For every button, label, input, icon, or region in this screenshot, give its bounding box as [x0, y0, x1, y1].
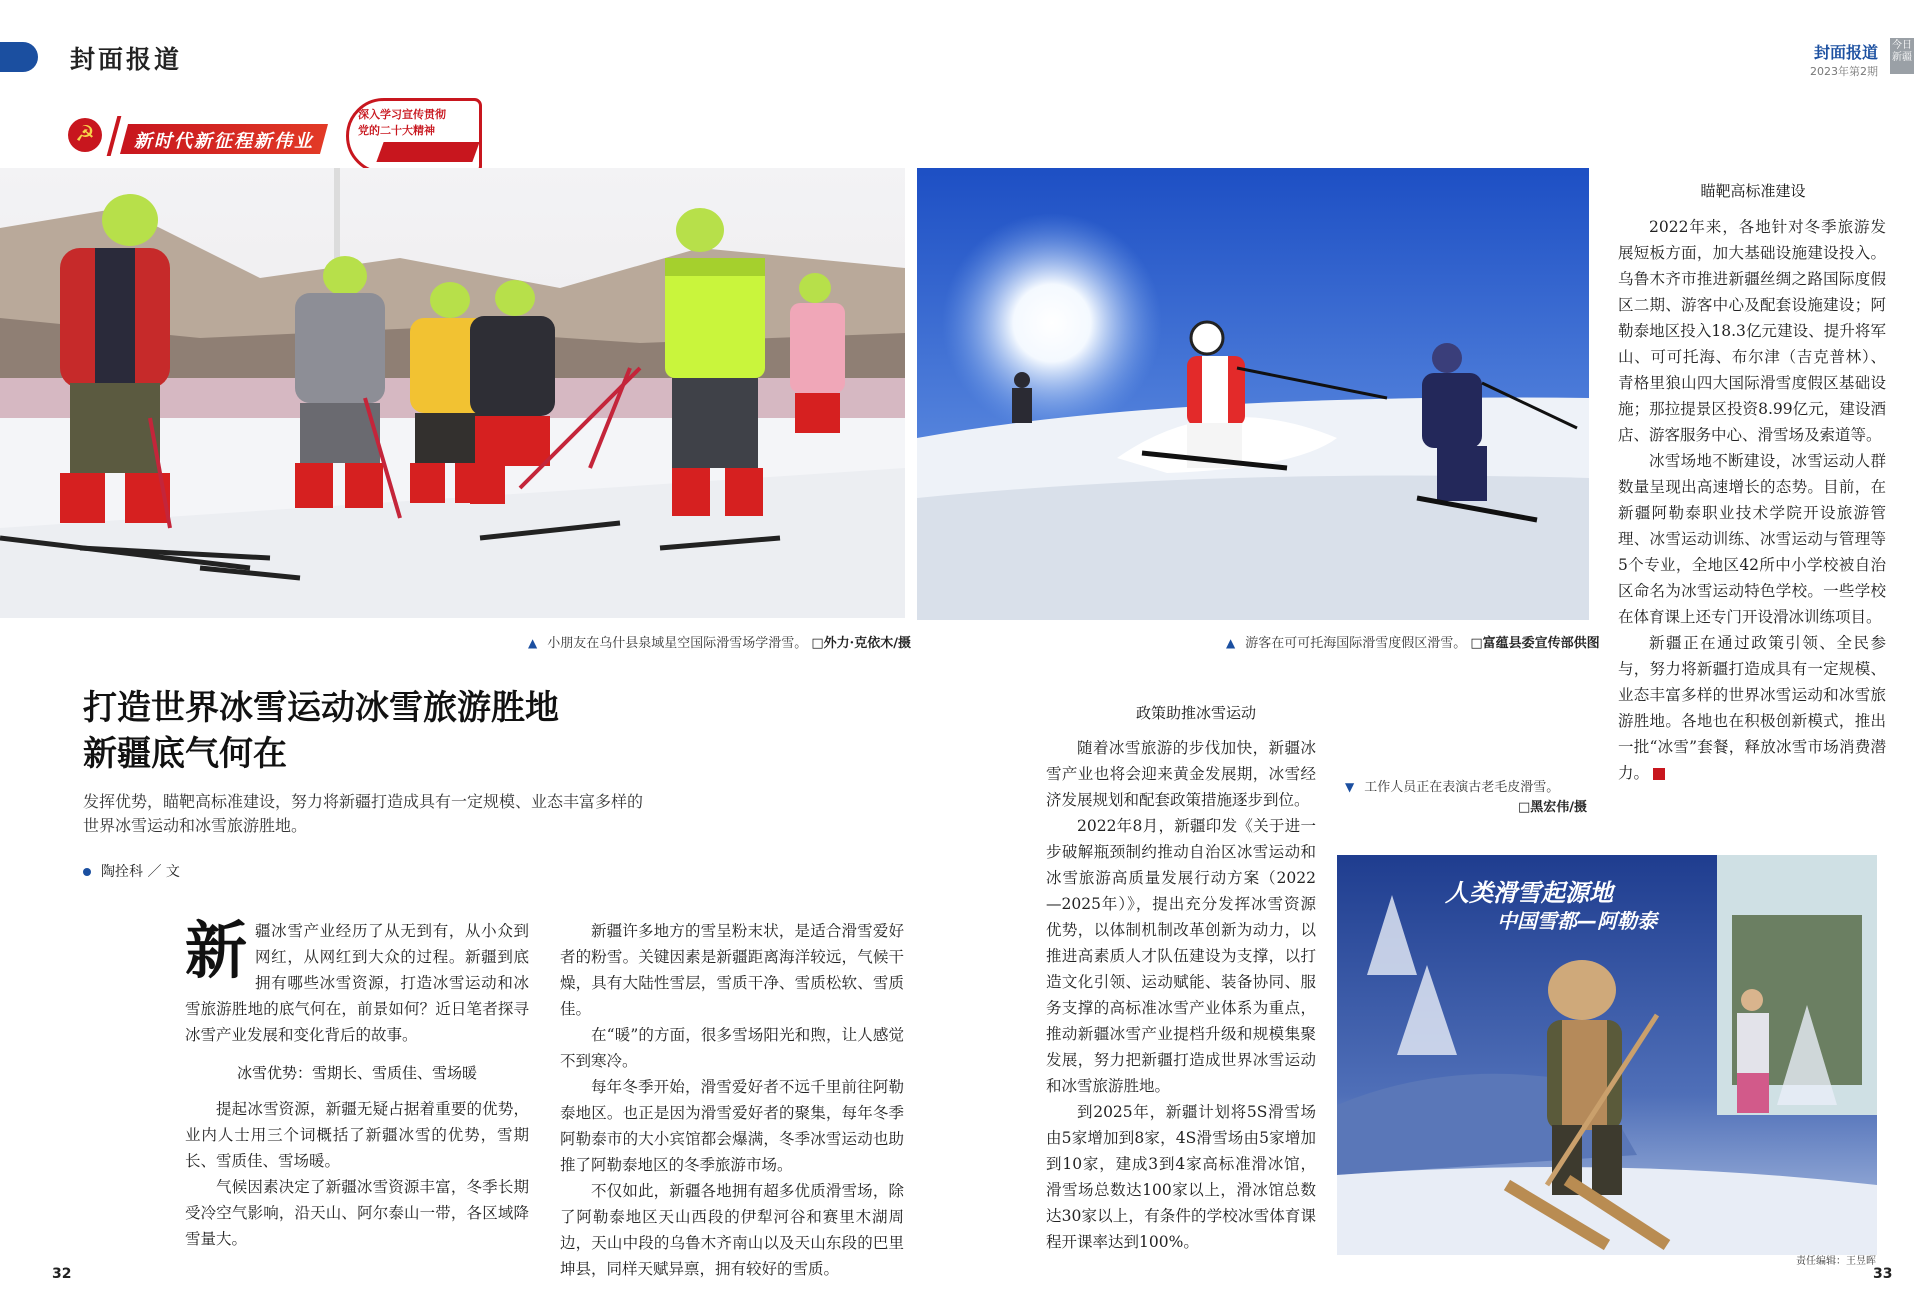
- page-number-left: 32: [52, 1266, 72, 1282]
- photo3-caption: ▼ 工作人员正在表演古老毛皮滑雪。: [1345, 780, 1560, 795]
- responsible-editor: 责任编辑：王昱晖: [1796, 1256, 1876, 1267]
- photo-children-skiing: [0, 168, 905, 618]
- section-tab-marker: [0, 42, 38, 72]
- photo3-sign-line-2: 中国雪都—阿勒泰: [1497, 909, 1657, 933]
- article-title: [83, 685, 559, 777]
- photo-fur-ski-performance: [1337, 855, 1877, 1255]
- photo-skiers-koktokay: [917, 168, 1589, 620]
- subhead-ice-snow-advantage: 冰雪优势：雪期长、雪质佳、雪场暖: [236, 1064, 477, 1082]
- paragraph: 随着冰雪旅游的步伐加快，新疆冰雪产业也将会迎来黄金发展期，冰雪经济发展规划和配套政策措施逐步到位。: [1046, 739, 1316, 809]
- magazine-name: 封面报道: [1813, 43, 1878, 62]
- drop-cap: 新: [185, 914, 248, 987]
- photo3-sign-line-1: 人类滑雪起源地: [1445, 879, 1613, 907]
- paragraph: 2022年8月，新疆印发《关于进一步破解瓶颈制约推动自治区冰雪运动和冰雪旅游高质量发展行动方案（2022—2025年）》，提出充分发挥冰雪资源优势，以体制机制改革创新为动力，以推进高素质人才队伍建设为支撑，以打造文化引领、运动赋能、装备协同、服务支撑的高标准冰雪产业体系为重点，推动新疆冰雪产业提档升级和规模集聚发展，努力把新疆打造成世界冰雪运动和冰雪旅游胜地。: [1046, 817, 1316, 1095]
- column-3: [1046, 735, 1316, 1255]
- header-masthead: [1810, 40, 1878, 79]
- page-number-right: 33: [1873, 1266, 1893, 1282]
- paragraph: 提起冰雪资源，新疆无疑占据着重要的优势，业内人士用三个词概括了新疆冰雪的优势，雪期长、雪质佳、雪场暖。: [185, 1100, 529, 1170]
- article-end-mark-icon: [1653, 768, 1665, 780]
- paragraph: 在“暖”的方面，很多雪场阳光和煦，让人感觉不到寒冷。: [560, 1026, 904, 1070]
- magazine-logo: 今日新疆: [1890, 38, 1914, 74]
- paragraph: 2022年来，各地针对冬季旅游发展短板方面，加大基础设施建设投入。乌鲁木齐市推进新疆丝绸之路国际度假区二期、游客中心及配套设施建设；阿勒泰地区投入18.3亿元建设、提升将军山、可可托海、布尔津（吉克普林）、青格里狼山四大国际滑雪度假区基础设施；那拉提景区投资8.99亿元，建设酒店、游客服务中心、滑雪场及索道等。: [1618, 218, 1886, 444]
- subhead-high-standard: 瞄靶高标准建设: [1700, 182, 1806, 200]
- photo1-caption: ▲ 小朋友在乌什县泉域星空国际滑雪场学滑雪。 □外力·克依木/摄: [528, 636, 911, 651]
- subhead-policy: 政策助推冰雪运动: [1135, 704, 1256, 722]
- party-emblem-icon: ☭: [68, 118, 102, 152]
- paragraph: 到2025年，新疆计划将5S滑雪场由5家增加到8家，4S滑雪场由5家增加到10家，建成3到4家高标准滑冰馆，滑雪场总数达100家以上，滑冰馆总数达30家以上，有条件的学校冰雪体育课程开课率达到100%。: [1046, 1103, 1316, 1251]
- section-title: 封面报道: [70, 45, 183, 74]
- issue-number: 2023年第2期: [1810, 65, 1878, 78]
- byline-dot-icon: [83, 868, 91, 876]
- intro-paragraph: 新疆冰雪产业经历了从无到有，从小众到网红，从网红到大众的过程。新疆到底拥有哪些冰雪资源，打造冰雪运动和冰雪旅游胜地的底气何在，前景如何？近日笔者探寻冰雪产业发展和变化背后的故事。: [185, 914, 529, 1044]
- column-2: [560, 918, 904, 1282]
- caption-triangle-icon: ▼: [1345, 780, 1355, 794]
- paragraph: 不仅如此，新疆各地拥有超多优质滑雪场，除了阿勒泰地区天山西段的伊犁河谷和赛里木湖周边，天山中段的乌鲁木齐南山以及天山东段的巴里坤县，同样天赋异禀，拥有较好的雪质。: [560, 1182, 904, 1278]
- paragraph: 冰雪场地不断建设，冰雪运动人群数量呈现出高速增长的态势。目前，在新疆阿勒泰职业技术学院开设旅游管理、冰雪运动训练、冰雪运动与管理等5个专业，全地区42所中小学校被自治区命名为冰雪运动特色学校。一些学校在体育课上还专门开设滑冰训练项目。: [1618, 452, 1886, 626]
- paragraph: 新疆正在通过政策引领、全民参与，努力将新疆打造成具有一定规模、业态丰富多样的世界冰雪运动和冰雪旅游胜地。各地也在积极创新模式，推出一批“冰雪”套餐，释放冰雪市场消费潜力。: [1618, 634, 1886, 782]
- article-lead: 发挥优势，瞄靶高标准建设，努力将新疆打造成具有一定规模、业态丰富多样的世界冰雪运动和冰雪旅游胜地。: [83, 792, 644, 835]
- title-line-2: 新疆底气何在: [83, 734, 287, 774]
- badge-line-1: 深入学习宣传贯彻: [358, 108, 446, 121]
- banner-slogan: 新时代新征程新伟业: [134, 131, 314, 152]
- byline: 陶拴科 ／ 文: [83, 861, 180, 881]
- column-4: [1618, 214, 1886, 786]
- badge-line-2: 党的二十大精神: [358, 124, 435, 137]
- column-1: [185, 914, 529, 1252]
- paragraph: 每年冬季开始，滑雪爱好者不远千里前往阿勒泰地区。也正是因为滑雪爱好者的聚集，每年冬季阿勒泰市的大小宾馆都会爆满，冬季冰雪运动也助推了阿勒泰地区的冬季旅游市场。: [560, 1078, 904, 1174]
- paragraph: 新疆许多地方的雪呈粉末状，是适合滑雪爱好者的粉雪。关键因素是新疆距离海洋较远，气候干燥，具有大陆性雪层，雪质干净、雪质松软、雪质佳。: [560, 922, 904, 1018]
- title-line-1: 打造世界冰雪运动冰雪旅游胜地: [83, 688, 559, 728]
- paragraph: 气候因素决定了新疆冰雪资源丰富，冬季长期受冷空气影响，沿天山、阿尔泰山一带，各区域降雪量大。: [185, 1178, 529, 1248]
- caption-triangle-icon: ▲: [528, 636, 538, 650]
- caption-triangle-icon: ▲: [1226, 636, 1236, 650]
- banner-divider: [107, 116, 122, 156]
- photo2-caption: ▲ 游客在可可托海国际滑雪度假区滑雪。 □富蕴县委宣传部供图: [1226, 636, 1600, 651]
- photo3-credit: □黑宏伟/摄: [1518, 800, 1588, 815]
- badge-ribbon: [376, 142, 479, 162]
